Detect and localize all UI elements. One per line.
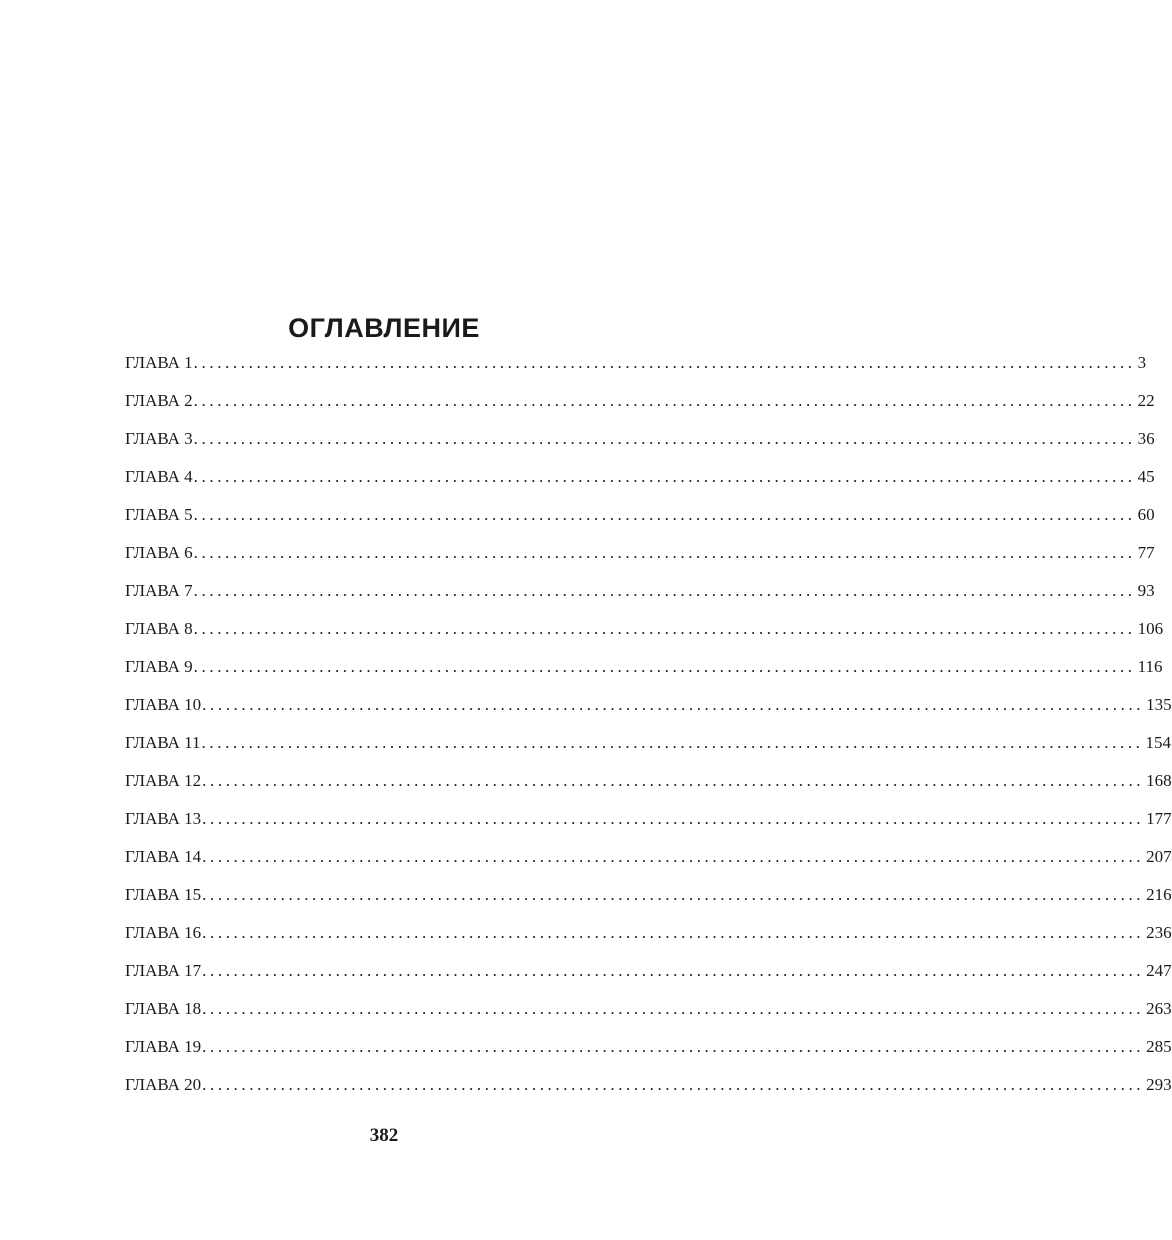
dot-leader: ........................................................................................................................ [193, 505, 1136, 524]
toc-entry-label: ГЛАВА 3 [125, 429, 193, 448]
toc-entry[interactable] [125, 921, 1172, 959]
toc-entry-page: 216 [1146, 885, 1172, 904]
toc-entry-label: ГЛАВА 2 [125, 391, 193, 410]
dot-leader: ........................................................................................................................ [202, 961, 1145, 980]
dot-leader: ........................................................................................................................ [193, 391, 1136, 410]
dot-leader: ........................................................................................................................ [193, 467, 1136, 486]
toc-entry-page: 22 [1137, 391, 1155, 410]
toc-entry-label: ГЛАВА 15 [125, 885, 202, 904]
toc-entry-label: ГЛАВА 18 [125, 999, 202, 1018]
toc-title: ОГЛАВЛЕНИЕ [288, 313, 480, 344]
toc-entry-label: ГЛАВА 6 [125, 543, 193, 562]
toc-entry-page: 263 [1146, 999, 1172, 1018]
toc-entry-page: 106 [1137, 619, 1164, 638]
dot-leader: ........................................................................................................................ [193, 429, 1136, 448]
toc-entry-label: ГЛАВА 9 [125, 657, 193, 676]
toc-entry-label: ГЛАВА 13 [125, 809, 202, 828]
toc-entry[interactable] [125, 693, 1172, 731]
dot-leader: ........................................................................................................................ [201, 733, 1144, 752]
page-number: 382 [369, 1125, 399, 1146]
toc-entry-label: ГЛАВА 10 [125, 695, 202, 714]
dot-leader: ........................................................................................................................ [202, 1075, 1145, 1094]
dot-leader: ........................................................................................................................ [202, 1037, 1145, 1056]
toc-entry-page: 45 [1137, 467, 1155, 486]
toc-entry-page: 154 [1145, 733, 1172, 752]
toc-entry-label: ГЛАВА 1 [125, 353, 193, 372]
toc-entry[interactable] [125, 845, 1172, 883]
toc-entry-page: 293 [1146, 1075, 1172, 1094]
toc-entry[interactable] [125, 883, 1172, 921]
toc-entry-label: ГЛАВА 20 [125, 1075, 202, 1094]
dot-leader: ........................................................................................................................ [193, 581, 1136, 600]
toc-entry-page: 168 [1146, 771, 1172, 790]
toc-entry-page: 3 [1137, 353, 1147, 372]
toc-entry[interactable] [125, 427, 1155, 465]
dot-leader: ........................................................................................................................ [193, 543, 1136, 562]
toc-entry-page: 236 [1146, 923, 1172, 942]
dot-leader: ........................................................................................................................ [193, 657, 1136, 676]
toc-entry[interactable] [125, 389, 1155, 427]
dot-leader: ........................................................................................................................ [202, 809, 1145, 828]
toc-list [125, 351, 1172, 1111]
toc-entry[interactable] [125, 1035, 1172, 1073]
toc-entry[interactable] [125, 541, 1155, 579]
dot-leader: ........................................................................................................................ [202, 771, 1145, 790]
toc-entry-page: 247 [1146, 961, 1172, 980]
toc-entry[interactable] [125, 997, 1172, 1035]
dot-leader: ........................................................................................................................ [193, 619, 1136, 638]
toc-entry-label: ГЛАВА 4 [125, 467, 193, 486]
toc-entry-page: 285 [1146, 1037, 1172, 1056]
toc-entry[interactable] [125, 1073, 1172, 1111]
toc-entry-label: ГЛАВА 17 [125, 961, 202, 980]
dot-leader: ........................................................................................................................ [202, 999, 1145, 1018]
dot-leader: ........................................................................................................................ [202, 695, 1145, 714]
toc-entry[interactable] [125, 579, 1155, 617]
toc-entry[interactable] [125, 769, 1172, 807]
toc-entry-label: ГЛАВА 11 [125, 733, 201, 752]
toc-entry-label: ГЛАВА 19 [125, 1037, 202, 1056]
toc-entry[interactable] [125, 731, 1172, 769]
toc-entry-label: ГЛАВА 5 [125, 505, 193, 524]
toc-entry-page: 93 [1137, 581, 1155, 600]
toc-entry[interactable] [125, 351, 1147, 389]
dot-leader: ........................................................................................................................ [202, 923, 1145, 942]
toc-entry-page: 116 [1137, 657, 1163, 676]
dot-leader: ........................................................................................................................ [202, 847, 1145, 866]
toc-entry[interactable] [125, 465, 1155, 503]
dot-leader: ........................................................................................................................ [193, 353, 1136, 372]
toc-entry-page: 177 [1146, 809, 1172, 828]
toc-entry-label: ГЛАВА 14 [125, 847, 202, 866]
toc-entry-page: 77 [1137, 543, 1155, 562]
toc-entry[interactable] [125, 655, 1163, 693]
dot-leader: ........................................................................................................................ [202, 885, 1145, 904]
toc-entry-page: 207 [1146, 847, 1172, 866]
toc-entry-label: ГЛАВА 12 [125, 771, 202, 790]
toc-entry[interactable] [125, 617, 1164, 655]
toc-entry-label: ГЛАВА 8 [125, 619, 193, 638]
toc-entry[interactable] [125, 503, 1155, 541]
toc-entry-page: 60 [1137, 505, 1155, 524]
toc-entry-page: 36 [1137, 429, 1155, 448]
toc-entry-page: 135 [1146, 695, 1172, 714]
toc-entry-label: ГЛАВА 7 [125, 581, 193, 600]
toc-entry[interactable] [125, 959, 1172, 997]
toc-entry-label: ГЛАВА 16 [125, 923, 202, 942]
toc-entry[interactable] [125, 807, 1172, 845]
